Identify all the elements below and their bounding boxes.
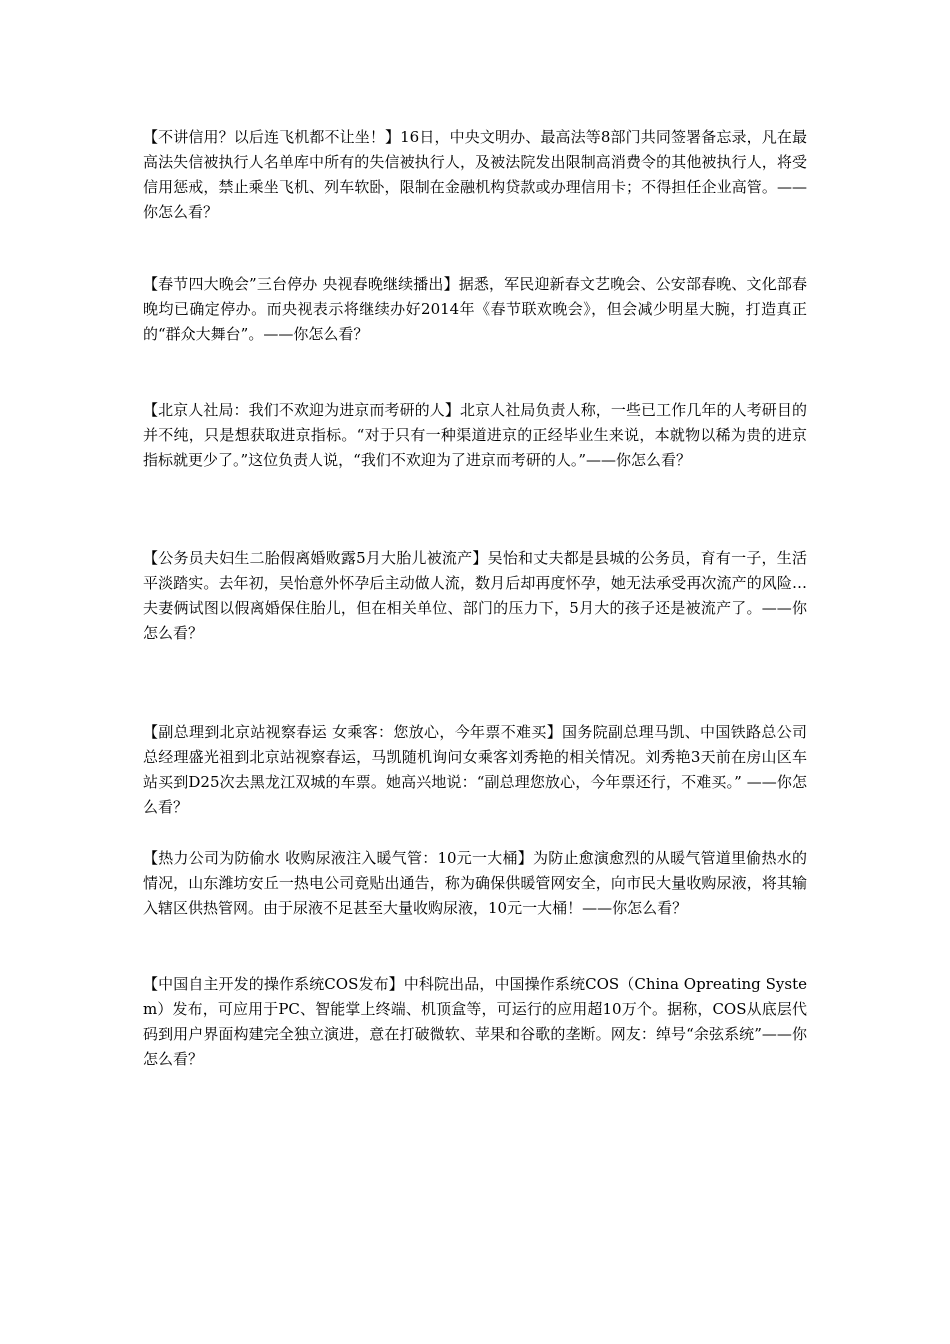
- news-paragraph-credit-punishment: 【不讲信用？以后连飞机都不让坐！】16日，中央文明办、最高法等8部门共同签署备忘录，凡在最高法失信被执行人名单库中所有的失信被执行人，及被法院发出限制高消费令的其他被执行人，将受信用惩戒，禁止乘坐飞机、列车软卧，限制在金融机构贷款或办理信用卡；不得担任企业高管。——你怎么看？: [143, 128, 807, 221]
- news-paragraph-beijing-hr-bureau: 【北京人社局：我们不欢迎为进京而考研的人】北京人社局负责人称，一些已工作几年的人考研目的并不纯，只是想获取进京指标。“对于只有一种渠道进京的正经毕业生来说，本就物以稀为贵的进京指标就更少了。”这位负责人说，“我们不欢迎为了进京而考研的人。”——你怎么看？: [143, 401, 807, 469]
- news-paragraph-spring-festival-galas: 【春节四大晚会”三台停办 央视春晚继续播出】据悉，军民迎新春文艺晚会、公安部春晚、文化部春晚均已确定停办。而央视表示将继续办好2014年《春节联欢晚会》，但会减少明星大腕，打造真正的“群众大舞台”。——你怎么看？: [143, 275, 807, 343]
- news-paragraph-cos-release: 【中国自主开发的操作系统COS发布】中科院出品，中国操作系统COS（China Opreating System）发布，可应用于PC、智能掌上终端、机顶盒等，可运行的应用超10万个。据称，COS从底层代码到用户界面构建完全独立演进，意在打破微软、苹果和谷歌的垄断。网友：绰号“余弦系统”——你怎么看？: [143, 975, 807, 1068]
- news-paragraph-heating-company: 【热力公司为防偷水 收购尿液注入暖气管：10元一大桶】为防止愈演愈烈的从暖气管道里偷热水的情况，山东潍坊安丘一热电公司竟贴出通告，称为确保供暖管网安全，向市民大量收购尿液，将其输入辖区供热管网。由于尿液不足甚至大量收购尿液，10元一大桶！——你怎么看？: [143, 849, 807, 917]
- news-paragraph-civil-servant-couple: 【公务员夫妇生二胎假离婚败露5月大胎儿被流产】吴怡和丈夫都是县城的公务员，育有一子，生活平淡踏实。去年初，吴怡意外怀孕后主动做人流，数月后却再度怀孕，她无法承受再次流产的风险…夫妻俩试图以假离婚保住胎儿，但在相关单位、部门的压力下，5月大的孩子还是被流产了。——你怎么看？: [143, 549, 807, 642]
- news-paragraph-vice-premier-station: 【副总理到北京站视察春运 女乘客：您放心，今年票不难买】国务院副总理马凯、中国铁路总公司总经理盛光祖到北京站视察春运，马凯随机询问女乘客刘秀艳的相关情况。刘秀艳3天前在房山区车站买到D25次去黑龙江双城的车票。她高兴地说：“副总理您放心，今年票还行，不难买。” ——你怎么看？: [143, 723, 807, 816]
